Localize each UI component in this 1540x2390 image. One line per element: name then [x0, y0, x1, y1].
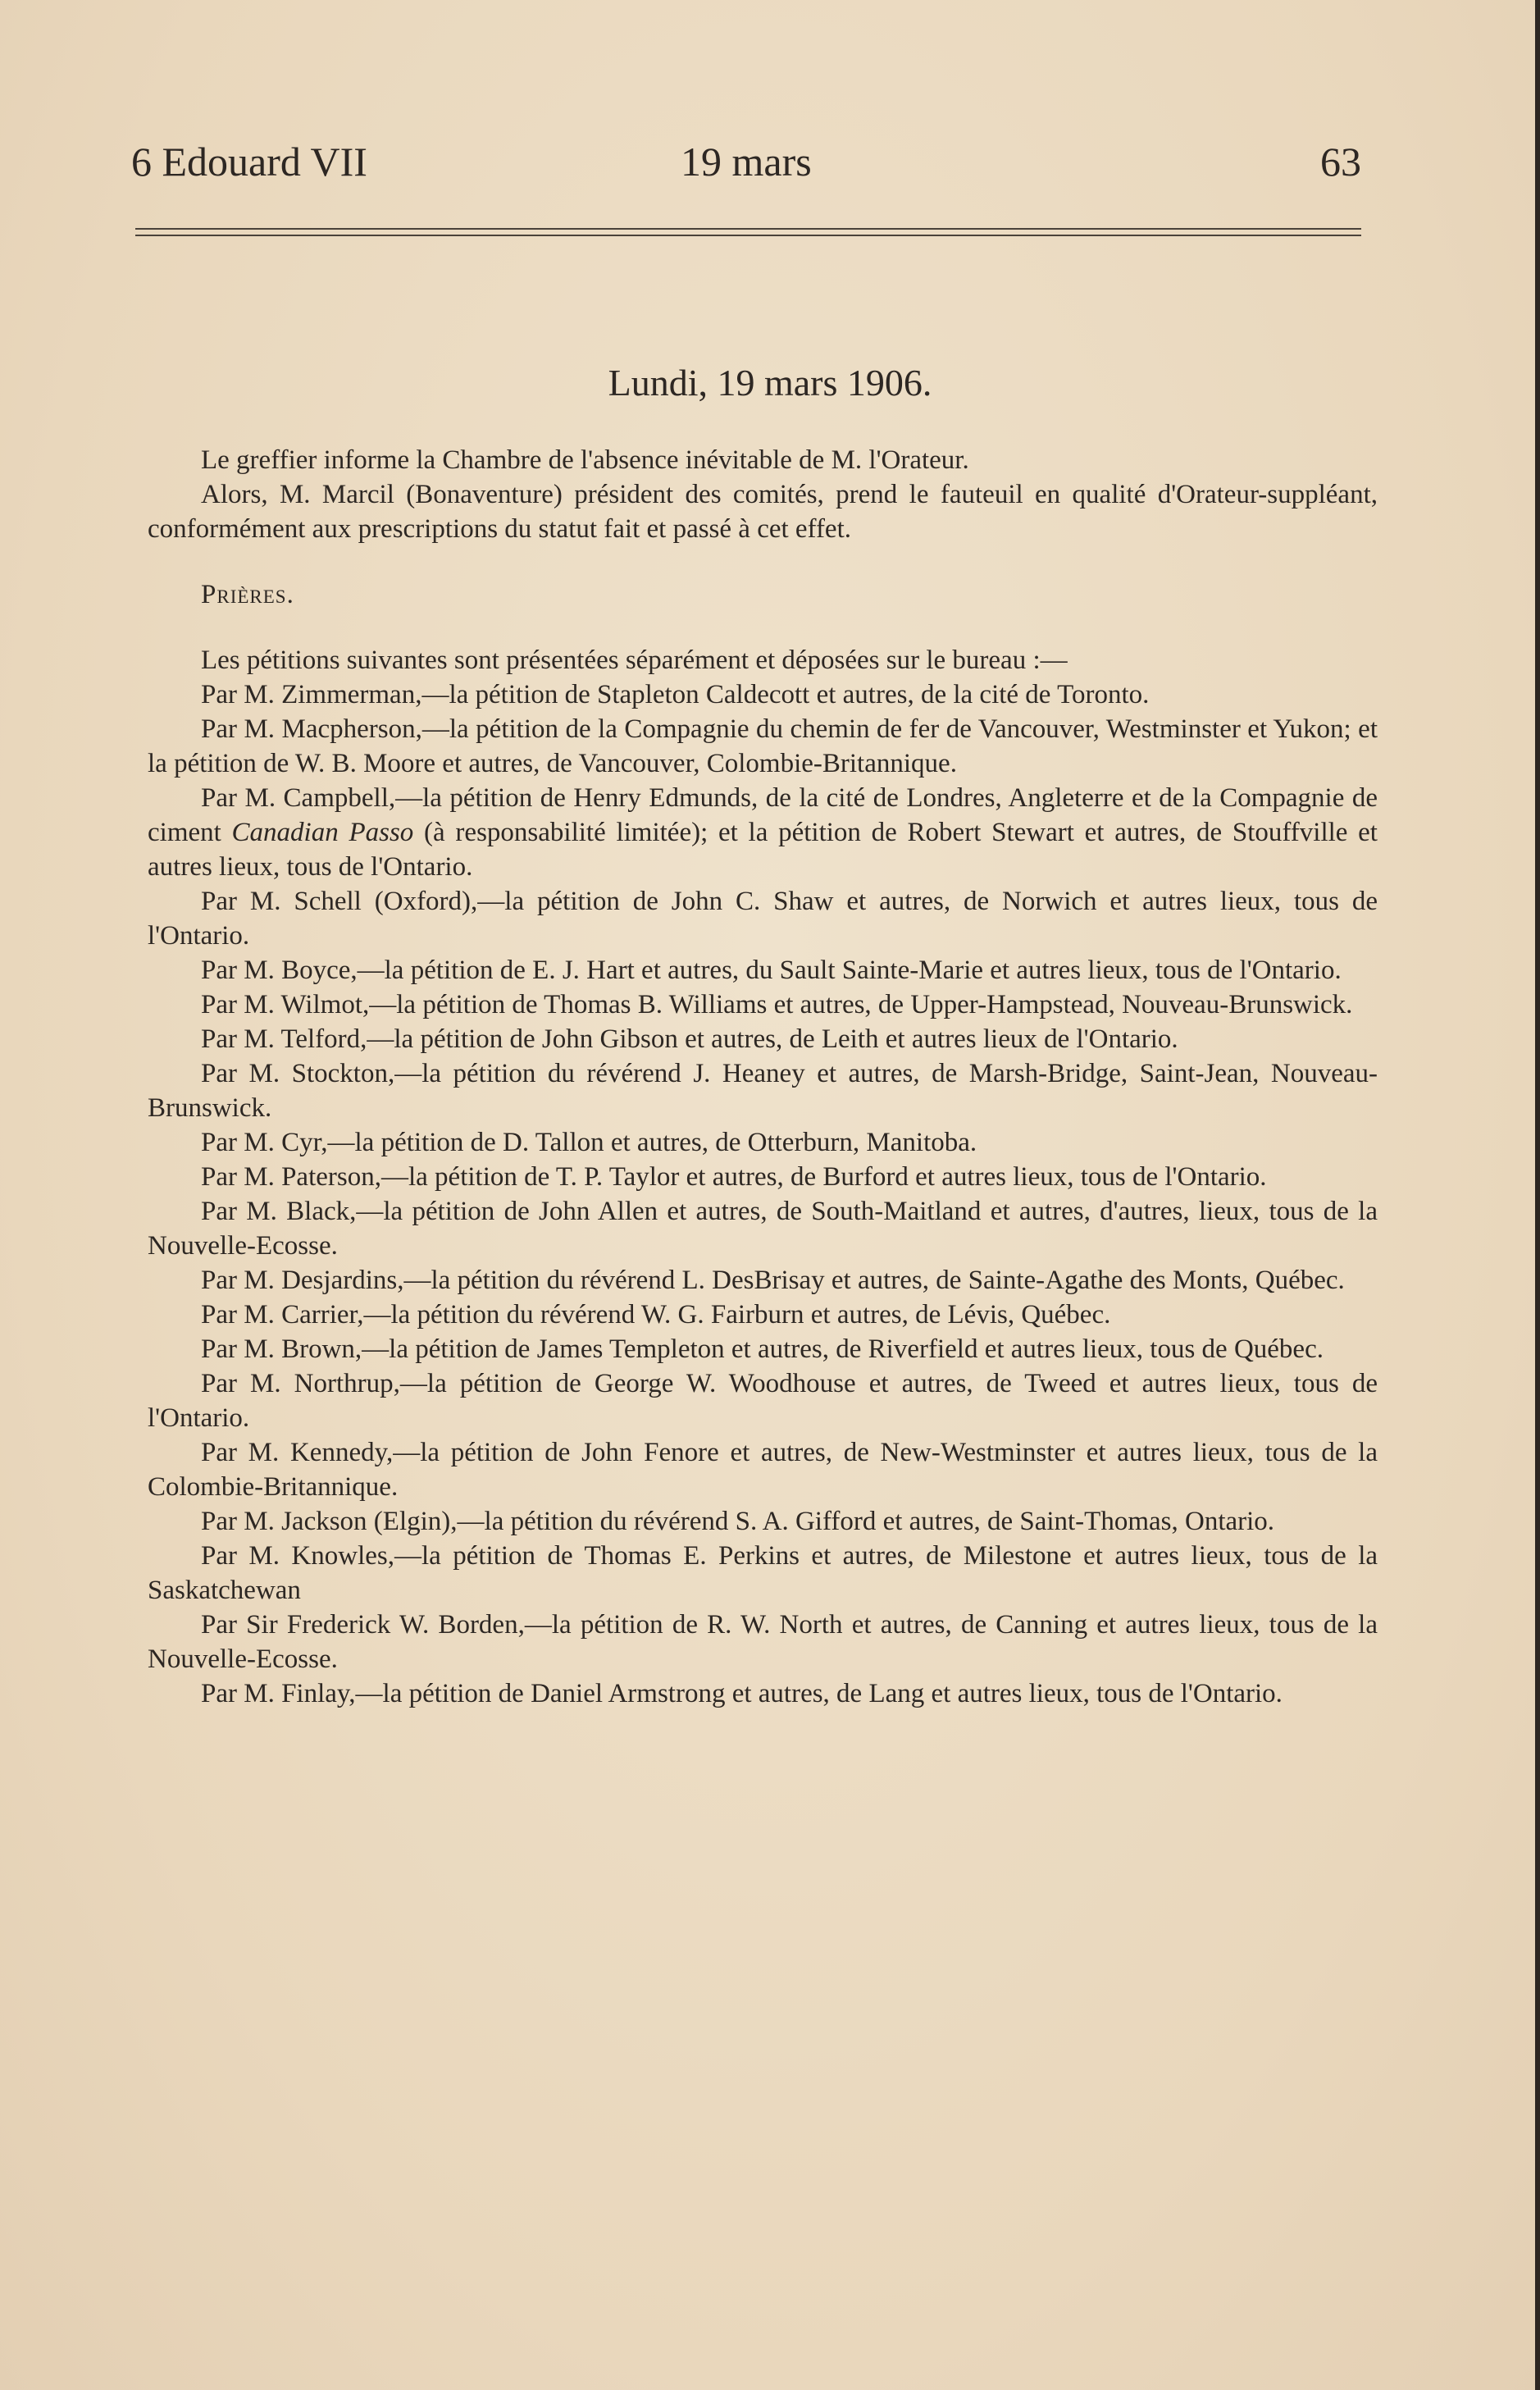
petition-entry	[148, 712, 1378, 781]
petition-text: —la pétition de John Allen et autres, de South-Maitland et autres, d'autres, lieux, tous de la Nouvelle-Ecosse.	[148, 1197, 1378, 1261]
petition-text: —la pétition de Henry Edmunds, de la cité de Londres, Angleterre et de la Compagnie de ciment	[148, 783, 1378, 847]
petition-entry	[148, 1366, 1378, 1435]
petitions-intro: Les pétitions suivantes sont présentées séparément et déposées sur le bureau :—	[201, 645, 1068, 675]
petition-text: —la pétition de D. Tallon et autres, de Otterburn, Manitoba.	[327, 1128, 977, 1157]
petition-entry	[148, 1504, 1378, 1539]
company-name: Canadian Passo	[231, 818, 414, 847]
intro-paragraph: Alors, M. Marcil (Bonaventure) président des comités, prend le fauteuil en qualité d'Orateur-suppléant, conformément aux prescriptions du statut fait et passé à cet effet.	[148, 480, 1378, 544]
petition-presenter: Par M. Kennedy,	[201, 1438, 394, 1467]
petition-text: —la pétition de T. P. Taylor et autres, de Burford et autres lieux, tous de l'Ontario.	[380, 1162, 1267, 1192]
petition-presenter: Par M. Macpherson,	[201, 714, 422, 744]
petition-text: —la pétition du révérend S. A. Gifford et autres, de Saint-Thomas, Ontario.	[457, 1507, 1275, 1536]
petition-text: —la pétition de George W. Woodhouse et autres, de Tweed et autres lieux, tous de l'Ontario.	[148, 1369, 1378, 1433]
petition-entry	[148, 781, 1378, 884]
petition-presenter: Par Sir Frederick W. Borden,	[201, 1610, 525, 1640]
page-edge	[1535, 0, 1540, 2390]
petition-text: —la pétition de Stapleton Caldecott et autres, de la cité de Toronto.	[421, 680, 1150, 709]
header-reign: 6 Edouard VII	[131, 139, 367, 185]
petition-text: —la pétition de John C. Shaw et autres, de Norwich et autres lieux, tous de l'Ontario.	[148, 887, 1378, 951]
petition-presenter: Par M. Desjardins,	[201, 1266, 404, 1295]
page-number: 63	[1320, 139, 1361, 185]
session-title: Lundi, 19 mars 1906.	[608, 362, 932, 404]
petition-text: —la pétition du révérend W. G. Fairburn et autres, de Lévis, Québec.	[363, 1300, 1111, 1330]
petition-text: —la pétition de Thomas E. Perkins et autres, de Milestone et autres lieux, tous de la Saskatchewan	[148, 1541, 1378, 1605]
petition-presenter: Par M. Wilmot,	[201, 990, 370, 1019]
petition-entry	[148, 1056, 1378, 1125]
header-rule-bottom	[135, 235, 1361, 236]
petition-text: (à responsabilité limitée); et la pétition de Robert Stewart et autres, de Stouffville et autres lieux, tous de l'Ontario.	[148, 818, 1378, 882]
intro-paragraph: Le greffier informe la Chambre de l'absence inévitable de M. l'Orateur.	[201, 445, 969, 475]
petition-entry	[148, 1298, 1378, 1332]
petition-entry	[148, 1539, 1378, 1608]
petition-presenter: Par M. Cyr,	[201, 1128, 328, 1157]
petition-list	[148, 677, 1378, 1711]
petition-entry	[148, 1263, 1378, 1298]
petition-entry	[148, 1194, 1378, 1263]
petition-text: —la pétition de Daniel Armstrong et autres, de Lang et autres lieux, tous de l'Ontario.	[355, 1679, 1283, 1708]
petition-entry	[148, 953, 1378, 987]
petition-text: —la pétition de Thomas B. Williams et autres, de Upper-Hampstead, Nouveau-Brunswick.	[369, 990, 1353, 1019]
petition-entry	[148, 884, 1378, 953]
petition-presenter: Par M. Brown,	[201, 1334, 362, 1364]
petition-text: —la pétition du révérend J. Heaney et autres, de Marsh-Bridge, Saint-Jean, Nouveau-Brunswick.	[148, 1059, 1378, 1123]
petition-presenter: Par M. Black,	[201, 1197, 357, 1226]
petition-text: —la pétition de John Fenore et autres, de New-Westminster et autres lieux, tous de la Colombie-Britannique.	[148, 1438, 1378, 1502]
petition-presenter: Par M. Finlay,	[201, 1679, 356, 1708]
running-header	[131, 138, 1361, 195]
header-rule-top	[135, 228, 1361, 230]
petition-entry	[148, 1332, 1378, 1366]
petition-text: —la pétition de la Compagnie du chemin de fer de Vancouver, Westminster et Yukon; et la pétition de W. B. Moore et autres, de Vancouver, Colombie-Britannique.	[148, 714, 1378, 778]
petition-entry	[148, 1022, 1378, 1056]
petition-text: —la pétition du révérend L. DesBrisay et autres, de Sainte-Agathe des Monts, Québec.	[403, 1266, 1345, 1295]
petition-entry	[148, 1435, 1378, 1504]
petition-presenter: Par M. Campbell,	[201, 783, 396, 813]
petition-presenter: Par M. Schell (Oxford),	[201, 887, 478, 916]
petition-entry	[148, 1160, 1378, 1194]
petition-presenter: Par M. Northrup,	[201, 1369, 400, 1398]
petition-presenter: Par M. Paterson,	[201, 1162, 381, 1192]
petition-presenter: Par M. Carrier,	[201, 1300, 364, 1330]
petition-presenter: Par M. Zimmerman,	[201, 680, 422, 709]
petition-presenter: Par M. Telford,	[201, 1024, 367, 1054]
header-date: 19 mars	[681, 139, 812, 185]
petition-presenter: Par M. Stockton,	[201, 1059, 395, 1088]
petition-presenter: Par M. Boyce,	[201, 956, 358, 985]
petition-presenter: Par M. Knowles,	[201, 1541, 394, 1571]
petition-text: —la pétition de R. W. North et autres, de Canning et autres lieux, tous de la Nouvelle-Ecosse.	[148, 1610, 1378, 1674]
petition-entry	[148, 1125, 1378, 1160]
prayers-heading: Prières.	[201, 580, 294, 609]
petition-text: —la pétition de John Gibson et autres, de Leith et autres lieux de l'Ontario.	[367, 1024, 1178, 1054]
petition-text: —la pétition de E. J. Hart et autres, du Sault Sainte-Marie et autres lieux, tous de l'Ontario.	[357, 956, 1342, 985]
petition-entry	[148, 677, 1378, 712]
petition-entry	[148, 1608, 1378, 1676]
journal-body	[148, 443, 1378, 1711]
petition-entry	[148, 987, 1378, 1022]
petition-presenter: Par M. Jackson (Elgin),	[201, 1507, 458, 1536]
petition-entry	[148, 1676, 1378, 1711]
petition-text: —la pétition de James Templeton et autres, de Riverfield et autres lieux, tous de Québec.	[362, 1334, 1324, 1364]
